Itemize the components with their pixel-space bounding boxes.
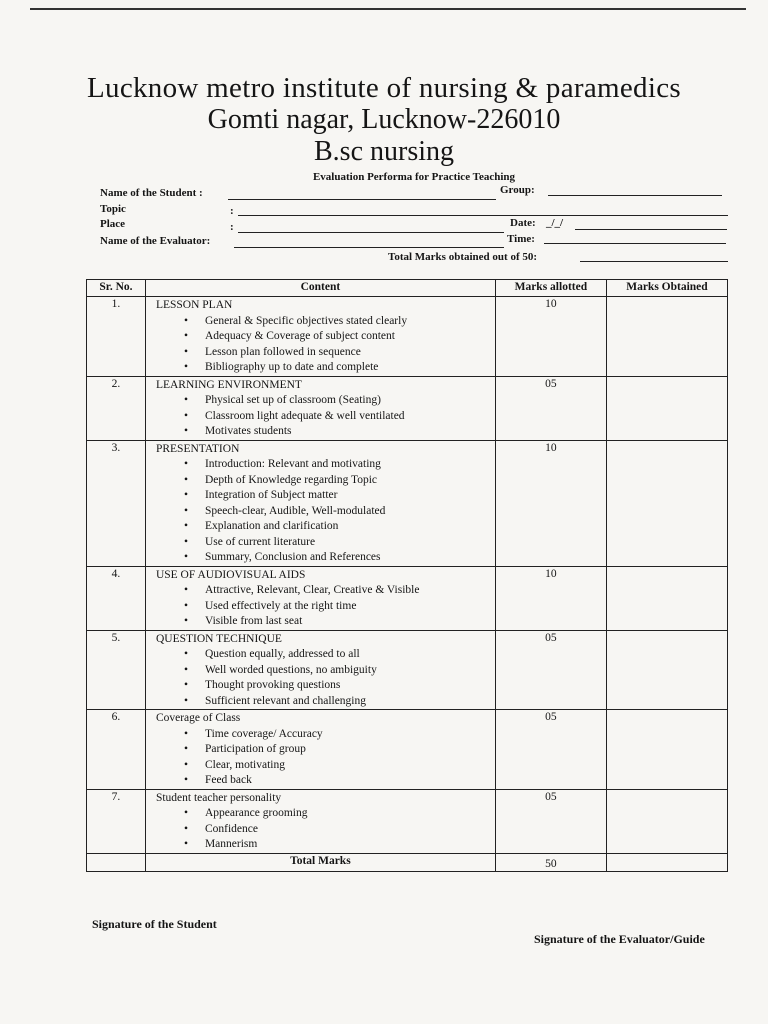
institute-address: Gomti nagar, Lucknow-226010 [207, 104, 561, 135]
total-marks-obtained-cell[interactable] [606, 853, 727, 871]
criteria-item: • Thought provoking questions [184, 678, 492, 694]
content-cell [145, 440, 495, 566]
criteria-item: • Depth of Knowledge regarding Topic [184, 473, 492, 489]
sr-no-cell: 2. [87, 376, 146, 440]
content-cell [145, 297, 495, 377]
marks-allotted-cell: 05 [495, 376, 606, 440]
student-signature-label: Signature of the Student [92, 917, 217, 931]
criteria-list [156, 806, 492, 853]
group-field[interactable] [548, 195, 722, 196]
evaluator-field[interactable] [234, 247, 504, 248]
total-label: Total Marks [145, 853, 495, 871]
criteria-list [156, 393, 492, 440]
criteria-item: • Feed back [184, 773, 492, 789]
criteria-item: • Confidence [184, 822, 492, 838]
content-cell [145, 630, 495, 710]
table-row [87, 630, 728, 710]
form-title: Evaluation Performa for Practice Teaching [312, 171, 516, 183]
topic-label: Topic [100, 203, 126, 215]
table-header-row [87, 280, 728, 297]
marks-allotted-cell: 10 [495, 297, 606, 377]
criteria-item: • Participation of group [184, 742, 492, 758]
criteria-item: • Used effectively at the right time [184, 599, 492, 615]
criteria-item: • Introduction: Relevant and motivating [184, 457, 492, 473]
criteria-item: • General & Specific objectives stated clearly [184, 314, 492, 330]
criteria-item: • Well worded questions, no ambiguity [184, 663, 492, 679]
group-label: Group: [500, 184, 535, 196]
marks-allotted-cell: 05 [495, 710, 606, 790]
topic-colon: : [230, 205, 234, 217]
content-cell [145, 789, 495, 853]
place-colon: : [230, 221, 234, 233]
date-label: Date: [510, 217, 536, 229]
criteria-item: • Explanation and clarification [184, 519, 492, 535]
section-title: PRESENTATION [155, 442, 240, 455]
marks-obtained-cell[interactable] [606, 710, 727, 790]
criteria-item: • Lesson plan followed in sequence [184, 345, 492, 361]
criteria-item: • Mannerism [184, 837, 492, 853]
criteria-list [156, 727, 492, 789]
evaluator-label: Name of the Evaluator: [100, 235, 211, 247]
criteria-item: • Visible from last seat [184, 614, 492, 630]
student-name-field[interactable] [228, 199, 496, 200]
date-value: _/_/ [546, 217, 564, 229]
criteria-item: • Classroom light adequate & well ventilated [184, 409, 492, 425]
marks-allotted-cell: 10 [495, 440, 606, 566]
table-row [87, 566, 728, 630]
marks-obtained-cell[interactable] [606, 566, 727, 630]
marks-obtained-cell[interactable] [606, 789, 727, 853]
criteria-item: • Appearance grooming [184, 806, 492, 822]
marks-allotted-cell: 05 [495, 789, 606, 853]
sr-no-cell: 6. [87, 710, 146, 790]
top-border-line [30, 8, 746, 10]
header-marks-allotted: Marks allotted [495, 280, 606, 297]
criteria-item: • Time coverage/ Accuracy [184, 727, 492, 743]
sr-no-cell: 3. [87, 440, 146, 566]
institute-name: Lucknow metro institute of nursing & paramedics [87, 72, 681, 104]
date-field[interactable] [575, 229, 727, 230]
content-cell [145, 376, 495, 440]
evaluator-signature-label: Signature of the Evaluator/Guide [534, 932, 705, 946]
marks-allotted-cell: 05 [495, 630, 606, 710]
table-row [87, 376, 728, 440]
total-obtained-field[interactable] [580, 261, 728, 262]
section-title: QUESTION TECHNIQUE [155, 632, 282, 645]
criteria-item: • Bibliography up to date and complete [184, 360, 492, 376]
evaluation-table [86, 279, 728, 872]
criteria-item: • Sufficient relevant and challenging [184, 694, 492, 710]
criteria-item: • Adequacy & Coverage of subject content [184, 329, 492, 345]
content-cell [145, 710, 495, 790]
section-title: LEARNING ENVIRONMENT [155, 378, 302, 391]
marks-obtained-cell[interactable] [606, 376, 727, 440]
criteria-item: • Clear, motivating [184, 758, 492, 774]
sr-no-cell: 4. [87, 566, 146, 630]
criteria-item: • Integration of Subject matter [184, 488, 492, 504]
total-marks-allotted: 50 [495, 853, 606, 871]
criteria-list [156, 583, 492, 630]
marks-allotted-cell: 10 [495, 566, 606, 630]
time-field[interactable] [544, 243, 726, 244]
place-field[interactable] [238, 232, 504, 233]
section-title: Student teacher personality [155, 791, 282, 804]
criteria-item: • Speech-clear, Audible, Well-modulated [184, 504, 492, 520]
table-row [87, 710, 728, 790]
table-row [87, 440, 728, 566]
criteria-item: • Use of current literature [184, 535, 492, 551]
content-cell [145, 566, 495, 630]
header-sr-no: Sr. No. [87, 280, 146, 297]
marks-obtained-cell[interactable] [606, 297, 727, 377]
section-title: Coverage of Class [155, 712, 241, 724]
criteria-list [156, 314, 492, 376]
criteria-list [156, 647, 492, 709]
table-row [87, 297, 728, 377]
student-name-label: Name of the Student : [100, 187, 203, 199]
criteria-item: • Question equally, addressed to all [184, 647, 492, 663]
total-obtained-label: Total Marks obtained out of 50: [388, 251, 538, 263]
course-name: B.sc nursing [314, 136, 454, 167]
table-row [87, 789, 728, 853]
section-title: USE OF AUDIOVISUAL AIDS [155, 568, 306, 581]
criteria-item: • Motivates students [184, 424, 492, 440]
criteria-item: • Attractive, Relevant, Clear, Creative & Visible [184, 583, 492, 599]
criteria-item: • Summary, Conclusion and References [184, 550, 492, 566]
time-label: Time: [507, 233, 535, 245]
total-row [87, 853, 728, 871]
section-title: LESSON PLAN [155, 299, 233, 311]
place-label: Place [100, 218, 126, 230]
marks-obtained-cell[interactable] [606, 440, 727, 566]
header-marks-obtained: Marks Obtained [606, 280, 727, 297]
criteria-item: • Physical set up of classroom (Seating) [184, 393, 492, 409]
sr-no-cell: 7. [87, 789, 146, 853]
sr-no-cell: 5. [87, 630, 146, 710]
header-content: Content [145, 280, 495, 297]
sr-no-cell: 1. [87, 297, 146, 377]
total-spacer-cell [87, 853, 146, 871]
criteria-list [156, 457, 492, 566]
topic-field[interactable] [238, 215, 728, 216]
marks-obtained-cell[interactable] [606, 630, 727, 710]
